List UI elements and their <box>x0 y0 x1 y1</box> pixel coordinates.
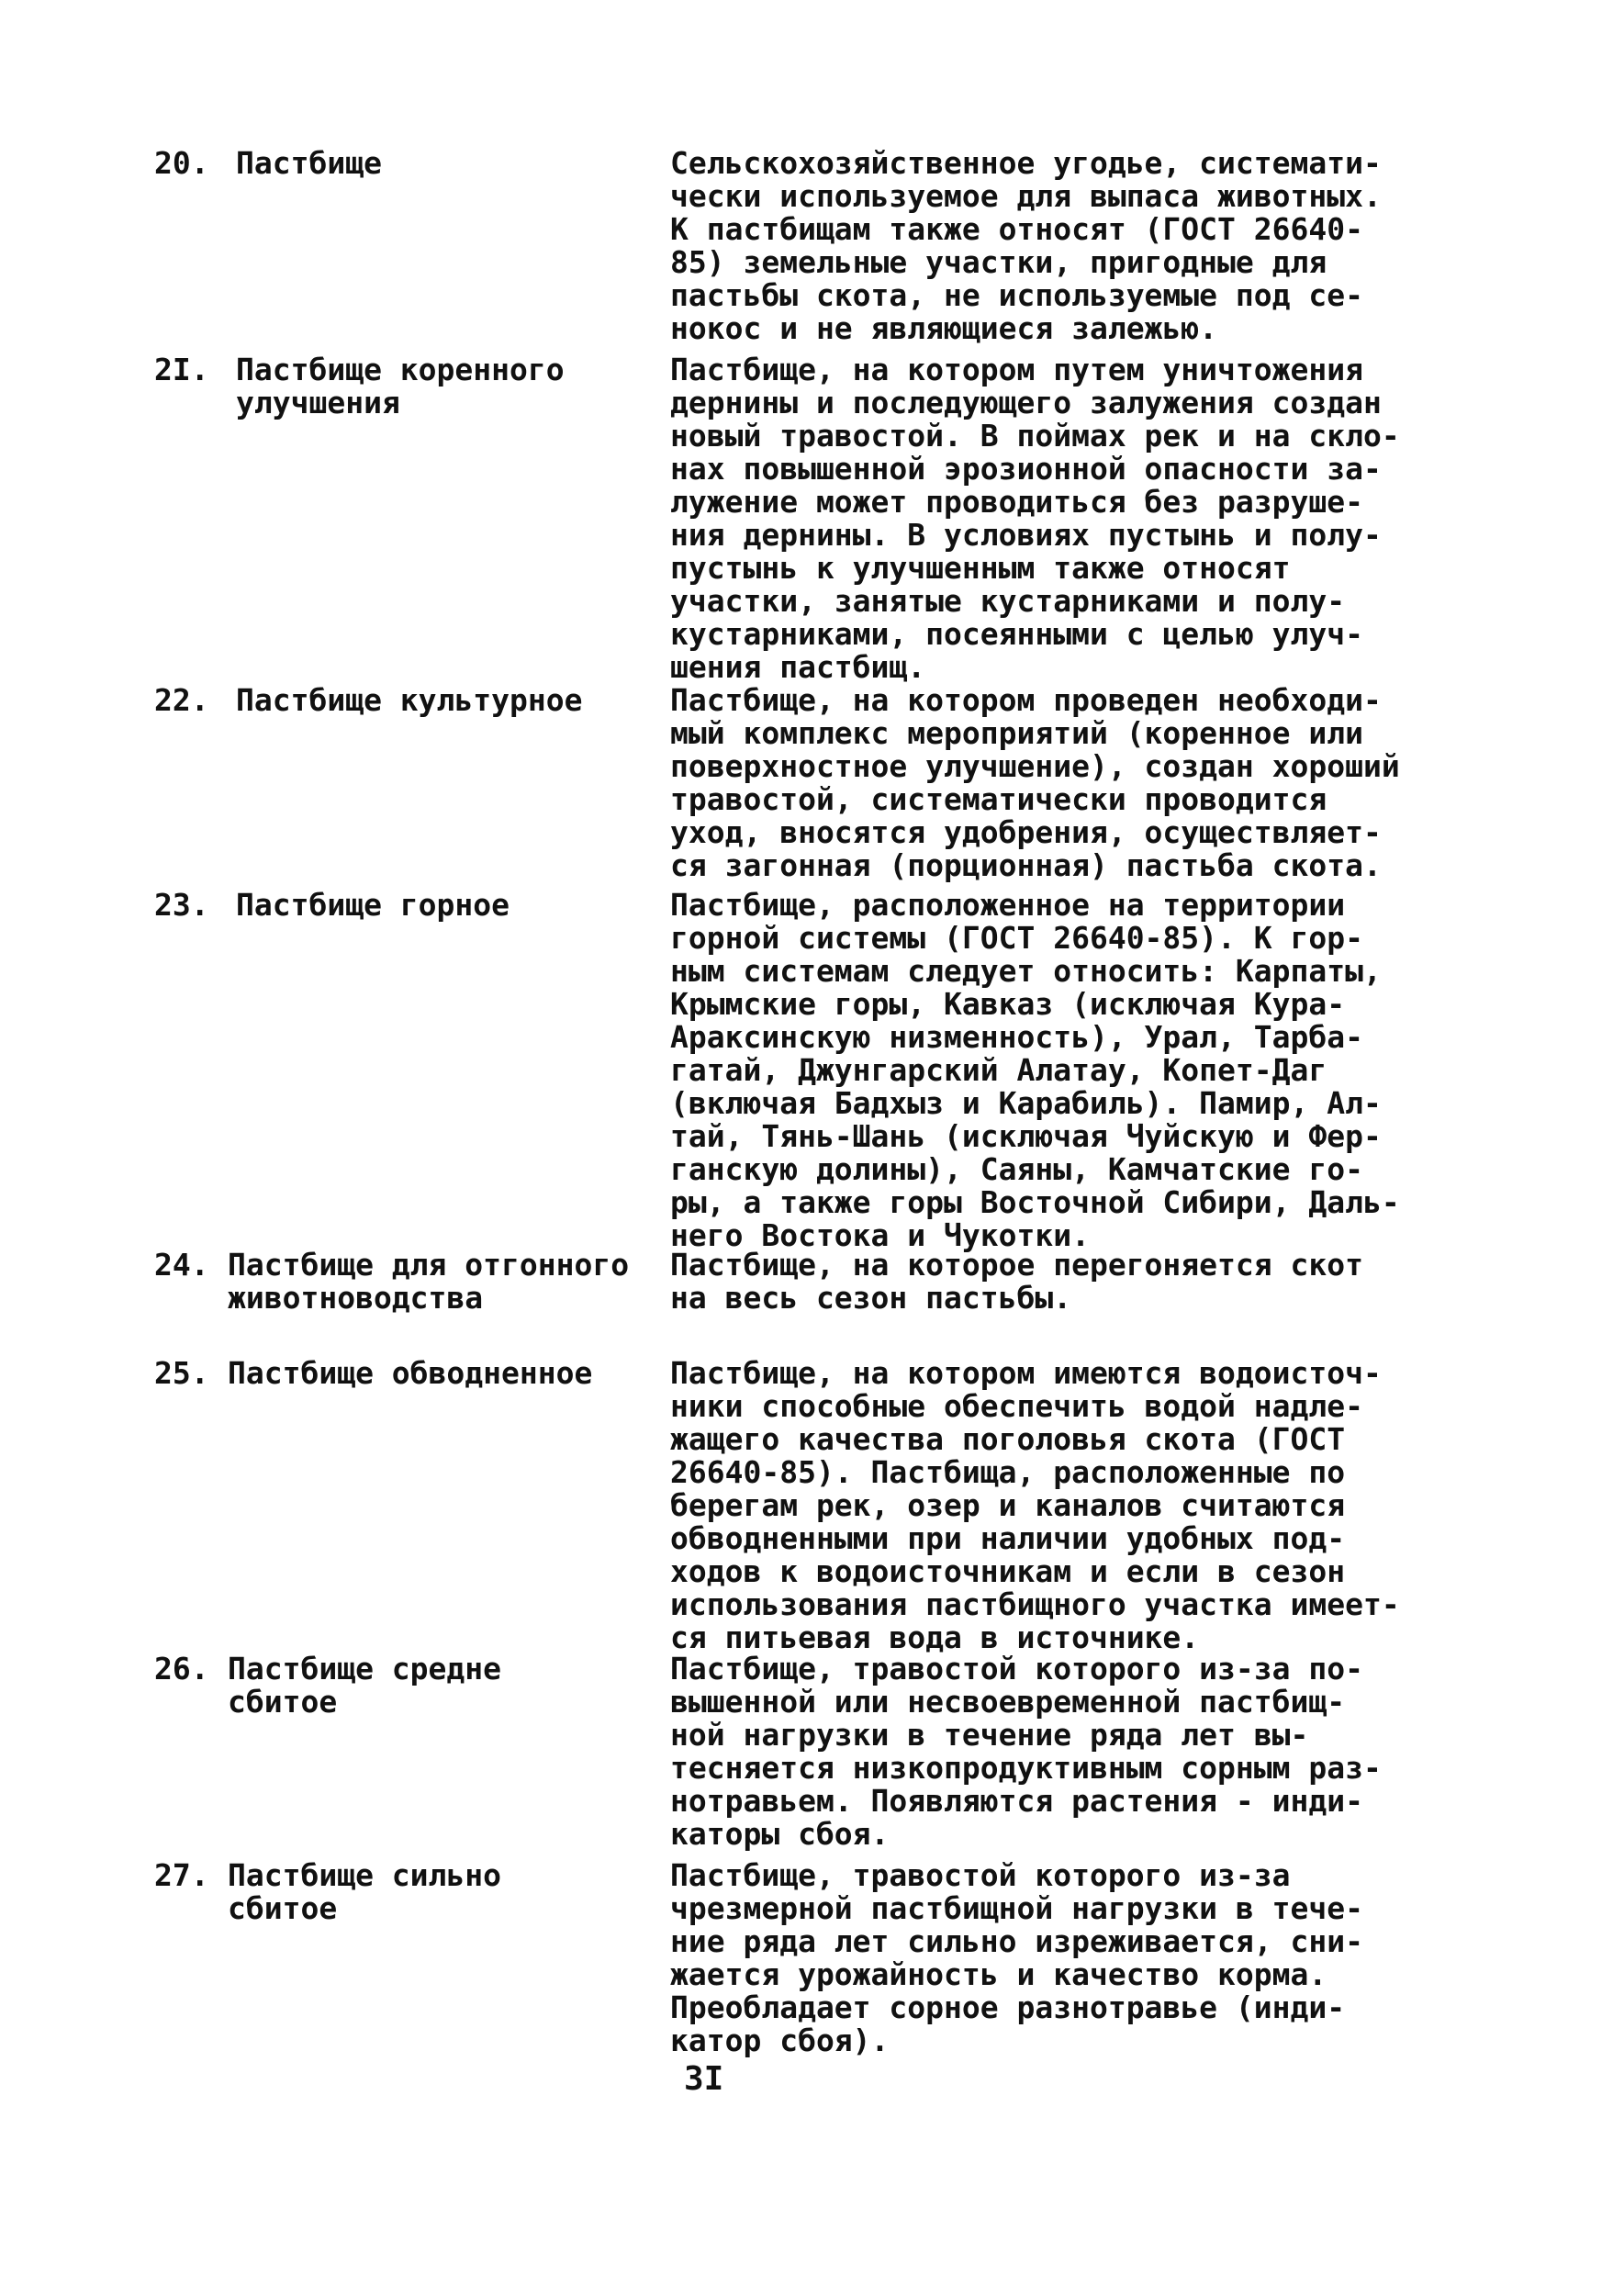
term-line: Пастбище сильно <box>228 1857 502 1893</box>
entry-term <box>228 1357 592 1390</box>
definition-line: Пастбище, на которое перегоняется скот <box>670 1247 1363 1283</box>
definition-line: ным системам следует относить: Карпаты, <box>670 953 1382 989</box>
definition-line: Преобладает сорное разнотравье (инди- <box>670 1989 1346 2025</box>
definition-line: ся загонная (порционная) пастьба скота. <box>670 847 1382 883</box>
definition-line: нокос и не являющиеся залежью. <box>670 310 1218 346</box>
definition-line: ники способные обеспечить водой надле- <box>670 1388 1363 1424</box>
definition-line: Пастбище, травостой которого из-за по- <box>670 1651 1363 1686</box>
entry-number: 23. <box>154 887 209 923</box>
term-line: Пастбище средне <box>228 1651 502 1686</box>
term-line: Пастбище коренного <box>236 352 565 387</box>
entry-term <box>228 1249 629 1315</box>
term-line: сбитое <box>228 1684 338 1720</box>
term-line: Пастбище обводненное <box>228 1355 593 1391</box>
definition-line: Пастбище, на котором путем уничтожения <box>670 352 1363 387</box>
term-line: Пастбище <box>236 145 382 181</box>
definition-line: тай, Тянь-Шань (исключая Чуйскую и Фер- <box>670 1118 1382 1154</box>
entry-definition <box>670 1249 1460 1315</box>
definition-line: тесняется низкопродуктивным сорным раз- <box>670 1750 1382 1786</box>
page-number: 3I <box>684 2060 724 2098</box>
definition-line: 85) земельные участки, пригодные для <box>670 244 1327 280</box>
term-line: сбитое <box>228 1890 338 1926</box>
definition-line: горной системы (ГОСТ 26640-85). К гор- <box>670 920 1363 956</box>
definition-line: пустынь к улучшенным также относят <box>670 550 1291 586</box>
definition-line: ной нагрузки в течение ряда лет вы- <box>670 1717 1309 1753</box>
definition-line: Сельскохозяйственное угодье, системати- <box>670 145 1382 181</box>
definition-line: обводненными при наличии удобных под- <box>670 1520 1346 1556</box>
entry-definition <box>670 1653 1460 1851</box>
entry-definition <box>670 1357 1460 1654</box>
entry-definition <box>670 353 1460 684</box>
definition-line: каторы сбоя. <box>670 1816 890 1852</box>
definition-line: Пастбище, на котором проведен необходи- <box>670 682 1382 718</box>
entry-number: 2I. <box>154 352 209 387</box>
definition-line: К пастбищам также относят (ГОСТ 26640- <box>670 211 1363 247</box>
entry-definition <box>670 1859 1460 2057</box>
entry-number: 20. <box>154 145 209 181</box>
entry-term <box>236 684 583 717</box>
term-line: животноводства <box>228 1280 484 1316</box>
definition-line: чрезмерной пастбищной нагрузки в тече- <box>670 1890 1363 1926</box>
definition-line: Араксинскую низменность), Урал, Тарба- <box>670 1019 1363 1055</box>
definition-line: мый комплекс мероприятий (коренное или <box>670 715 1363 751</box>
entry-term <box>228 1653 501 1719</box>
definition-line: уход, вносятся удобрения, осуществляет- <box>670 814 1382 850</box>
definition-line: поверхностное улучшение), создан хороший <box>670 748 1400 784</box>
definition-line: ся питьевая вода в источнике. <box>670 1619 1200 1655</box>
definition-line: Крымские горы, Кавказ (исключая Кура- <box>670 986 1346 1022</box>
entry-definition <box>670 889 1460 1252</box>
definition-line: ние ряда лет сильно изреживается, сни- <box>670 1923 1363 1959</box>
definition-line: новый травостой. В поймах рек и на скло- <box>670 418 1400 454</box>
definition-line: ганскую долины), Саяны, Камчатские го- <box>670 1151 1363 1187</box>
definition-line: Пастбище, расположенное на территории <box>670 887 1346 923</box>
definition-line: использования пастбищного участка имеет- <box>670 1586 1400 1622</box>
entry-term <box>228 1859 501 1925</box>
entry-term <box>236 147 382 180</box>
definition-line: кустарниками, посеянными с целью улуч- <box>670 616 1363 652</box>
definition-line: чески используемое для выпаса животных. <box>670 178 1382 214</box>
entry-term <box>236 353 565 420</box>
entry-number: 25. <box>154 1355 209 1391</box>
definition-line: лужение может проводиться без разруше- <box>670 484 1363 520</box>
definition-line: пастьбы скота, не используемые под се- <box>670 277 1363 313</box>
entry-number: 27. <box>154 1857 209 1893</box>
definition-line: жается урожайность и качество корма. <box>670 1956 1327 1992</box>
definition-line: шения пастбищ. <box>670 649 926 685</box>
entry-number: 24. <box>154 1247 209 1283</box>
definition-line: берегам рек, озер и каналов считаются <box>670 1487 1346 1523</box>
definition-line: ния дернины. В условиях пустынь и полу- <box>670 517 1382 553</box>
definition-line: на весь сезон пастьбы. <box>670 1280 1072 1316</box>
definition-line: Пастбище, на котором имеются водоисточ- <box>670 1355 1382 1391</box>
definition-line: (включая Бадхыз и Карабиль). Памир, Ал- <box>670 1085 1382 1121</box>
entry-definition <box>670 684 1460 882</box>
definition-line: катор сбоя). <box>670 2023 890 2058</box>
definition-line: нах повышенной эрозионной опасности за- <box>670 451 1382 487</box>
definition-line: жащего качества поголовья скота (ГОСТ <box>670 1421 1346 1457</box>
entry-definition <box>670 147 1460 345</box>
definition-line: вышенной или несвоевременной пастбищ- <box>670 1684 1346 1720</box>
definition-line: 26640-85). Пастбища, расположенные по <box>670 1454 1346 1490</box>
definition-line: гатай, Джунгарский Алатау, Копет-Даг <box>670 1052 1327 1088</box>
definition-line: ходов к водоисточникам и если в сезон <box>670 1553 1346 1589</box>
definition-line: нотравьем. Появляются растения - инди- <box>670 1783 1363 1819</box>
definition-line: травостой, систематически проводится <box>670 781 1327 817</box>
entry-number: 26. <box>154 1651 209 1686</box>
definition-line: него Востока и Чукотки. <box>670 1217 1090 1253</box>
term-line: улучшения <box>236 385 400 420</box>
definition-line: Пастбище, травостой которого из-за <box>670 1857 1291 1893</box>
definition-line: участки, занятые кустарниками и полу- <box>670 583 1346 619</box>
entry-number: 22. <box>154 682 209 718</box>
definition-line: дернины и последующего залужения создан <box>670 385 1382 420</box>
definition-line: ры, а также горы Восточной Сибири, Даль- <box>670 1184 1400 1220</box>
entry-term <box>236 889 510 922</box>
term-line: Пастбище культурное <box>236 682 583 718</box>
term-line: Пастбище горное <box>236 887 510 923</box>
term-line: Пастбище для отгонного <box>228 1247 630 1283</box>
